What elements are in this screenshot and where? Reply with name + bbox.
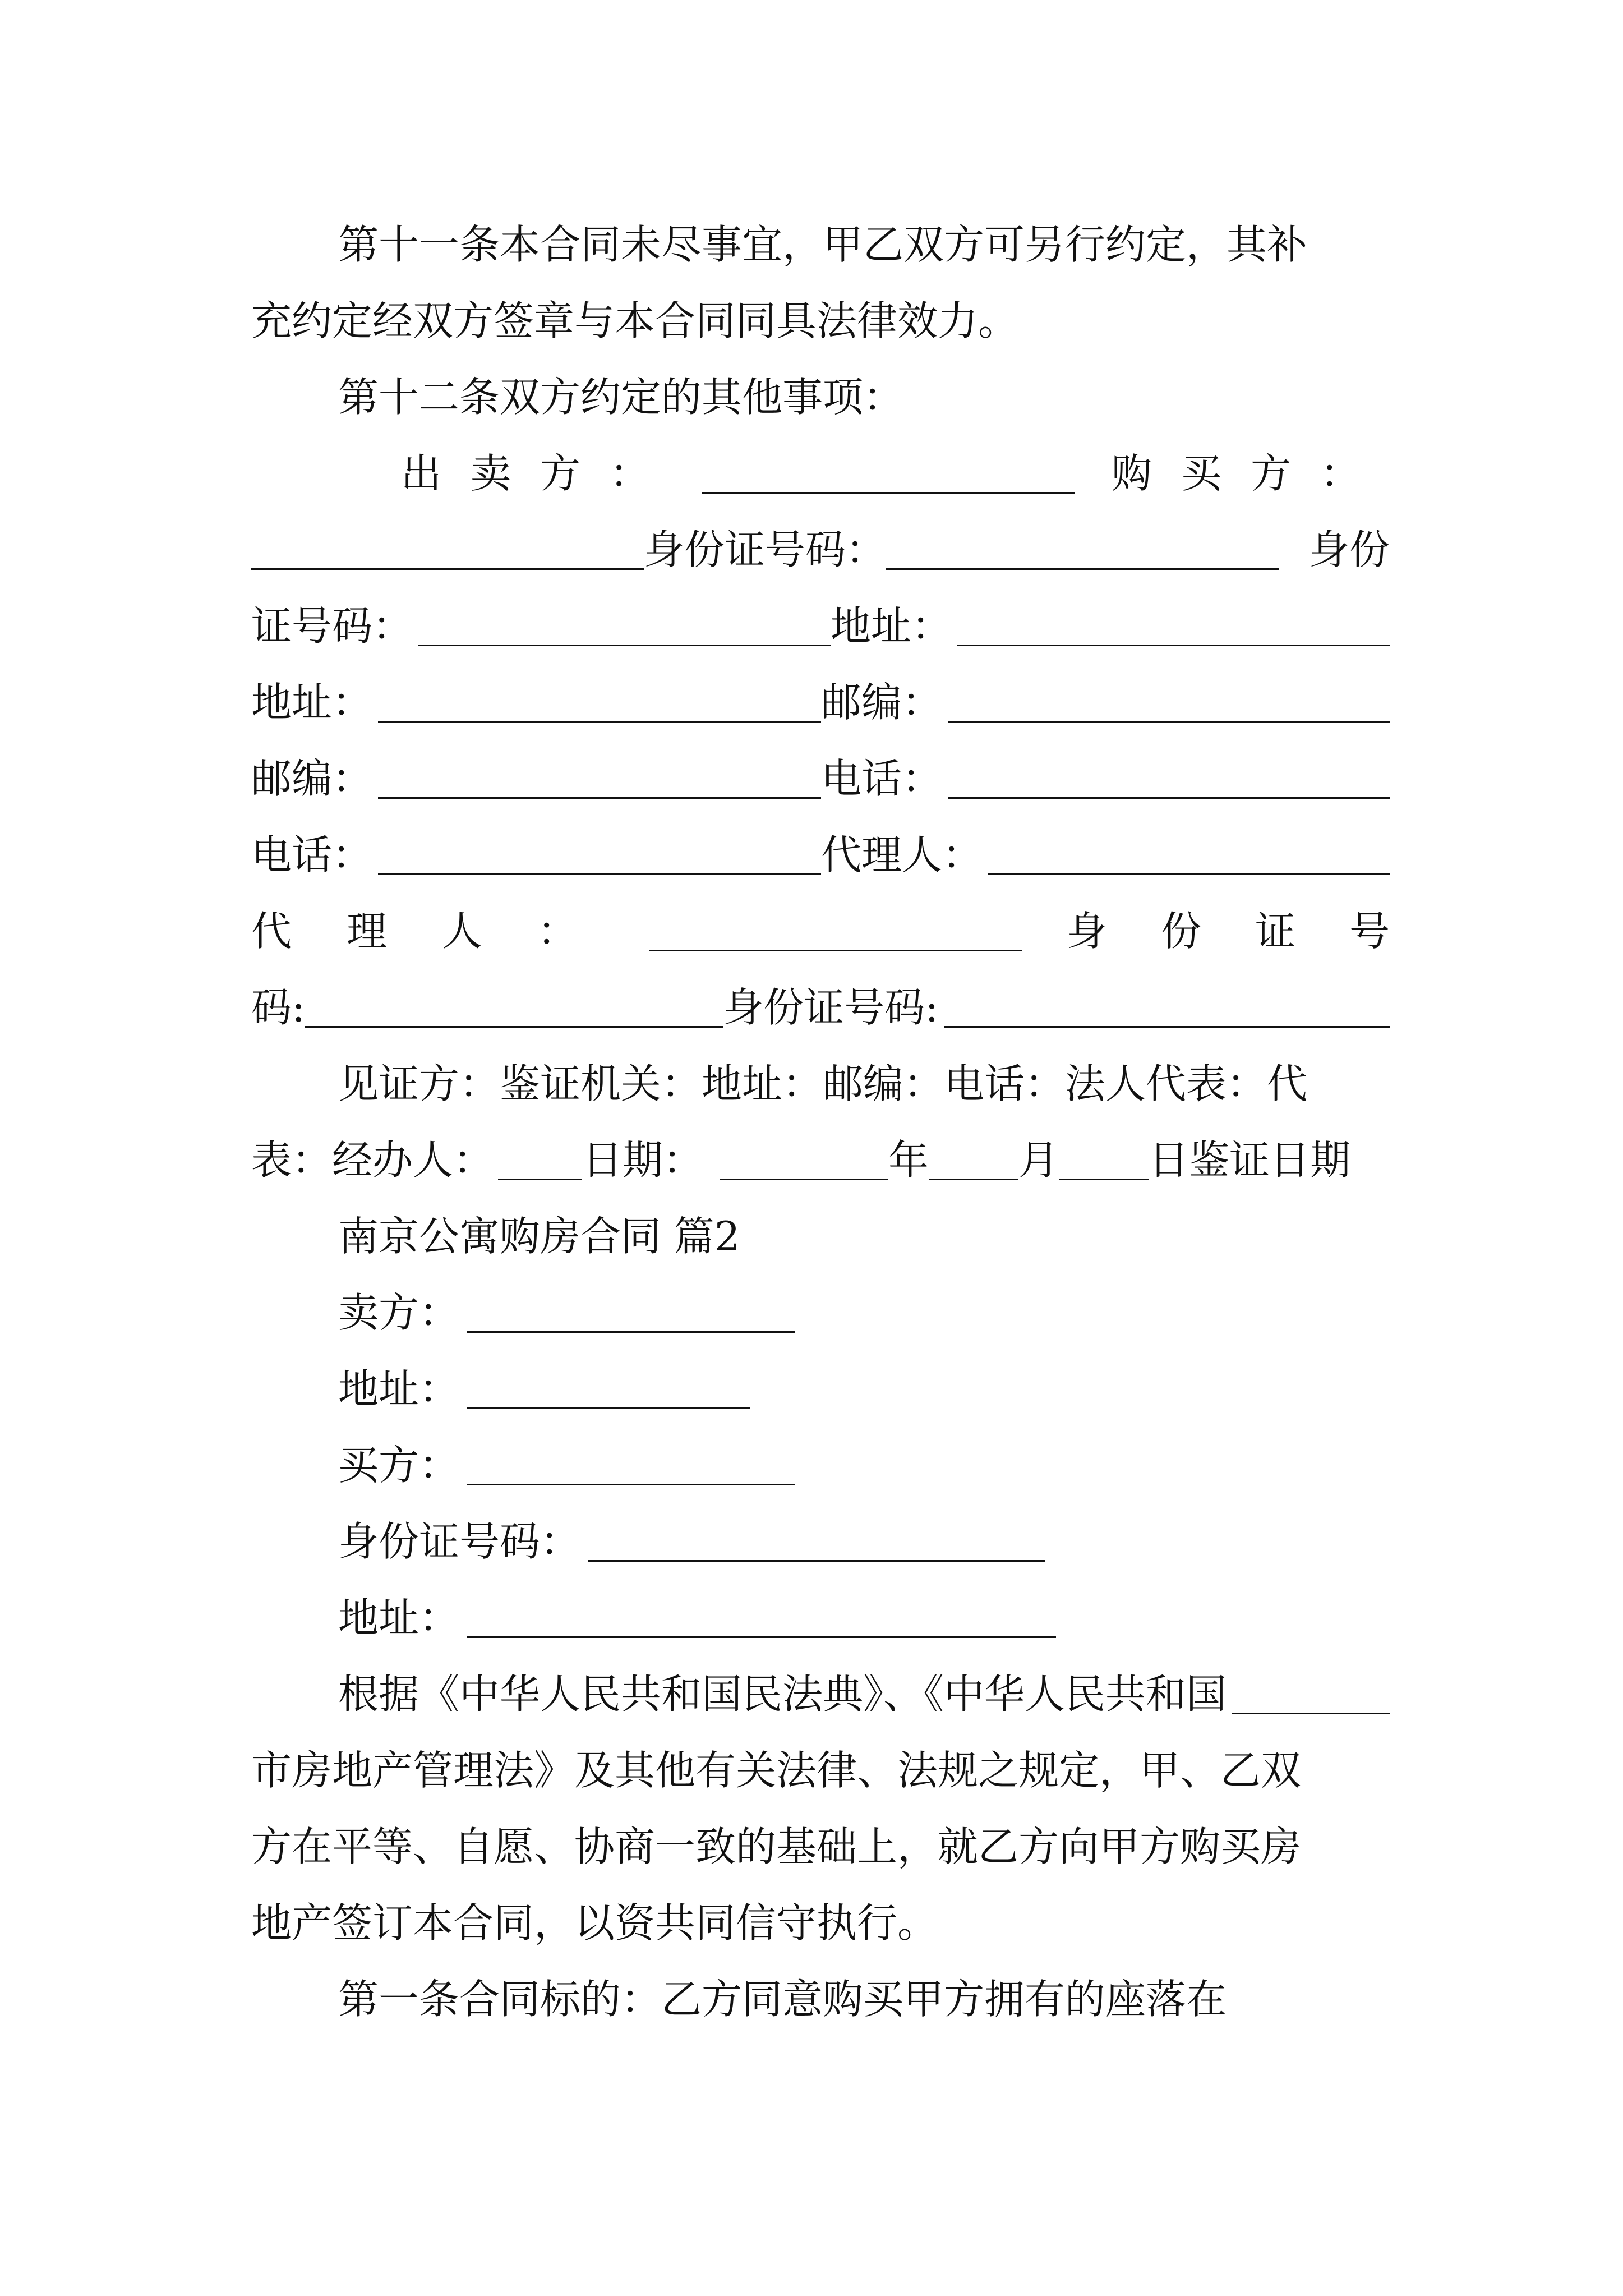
day-blank <box>1059 1143 1149 1180</box>
buyer-phone-blank <box>378 838 821 875</box>
agent-id-label-end: 码: <box>251 984 306 1031</box>
buyer-agent-label: 代理人： <box>251 908 633 955</box>
buyer-label-2: 买方： <box>338 1442 460 1489</box>
witness-paragraph: 见证方：鉴证机关：地址：邮编：电话：法人代表：代 <box>338 1060 1308 1107</box>
address-row <box>338 1365 1390 1412</box>
seller-agent-label: 代理人： <box>821 831 983 878</box>
paragraph-article-12: 第十二条双方约定的其他事项： <box>338 374 904 421</box>
preamble-line-2: 市房地产管理法》及其他有关法律、法规之规定，甲、乙双 <box>251 1747 1302 1794</box>
year-blank <box>720 1143 888 1180</box>
month-blank <box>929 1143 1018 1180</box>
seller-agent-blank <box>988 838 1390 875</box>
row-address-zip <box>251 679 1390 726</box>
buyer-row <box>338 1442 1390 1489</box>
row-id-numbers <box>251 984 1390 1031</box>
buyer-address-label: 地址： <box>251 679 373 726</box>
buyer-address-blank <box>378 685 821 723</box>
seller-blank <box>702 456 1075 494</box>
preamble-line-3: 方在平等、自愿、协商一致的基础上，就乙方向甲方购买房 <box>251 1823 1302 1870</box>
row-phone-agent <box>251 831 1390 878</box>
preamble-text-1: 根据《中华人民共和国民法典》、《中华人民共和国 <box>338 1671 1227 1718</box>
month-label: 月 <box>1018 1137 1059 1184</box>
seller-id-label: 身份证号码： <box>644 526 887 573</box>
buyer-agent-blank <box>649 914 1022 951</box>
seller-address-label: 地址： <box>831 602 952 650</box>
handler-label: 表：经办人： <box>251 1137 494 1184</box>
buyer-blank-2 <box>467 1448 795 1485</box>
seller-id-blank <box>886 532 1279 570</box>
buyer-blank <box>251 532 644 570</box>
seller-label: 出卖方： <box>401 450 680 497</box>
buyer-agent-id-label: 身份证号码: <box>723 984 939 1031</box>
id-number-label: 身份证号码： <box>338 1518 581 1565</box>
preamble-line-1 <box>338 1671 1390 1718</box>
row-agent-id <box>251 908 1444 955</box>
buyer-id-label-end: 证号码： <box>251 602 413 650</box>
address-label-2: 地址： <box>338 1594 460 1641</box>
agent-id-blank <box>305 990 723 1028</box>
handler-blank <box>498 1143 582 1180</box>
year-label: 年 <box>888 1137 929 1184</box>
seller-row <box>338 1289 1390 1336</box>
seller-buyer-row <box>401 450 1390 497</box>
address-label: 地址： <box>338 1365 460 1412</box>
seller-blank-2 <box>467 1295 795 1333</box>
preamble-line-4: 地产签订本合同，以资共同信守执行。 <box>251 1899 938 1947</box>
buyer-phone-label: 电话： <box>251 831 373 878</box>
seller-zip-blank <box>948 685 1390 723</box>
buyer-id-blank <box>418 609 831 646</box>
agent-id-label-start: 身份证号 <box>1066 908 1444 955</box>
city-blank <box>1232 1677 1390 1714</box>
id-row <box>251 526 1390 573</box>
paragraph-article-11: 第十一条本合同未尽事宜，甲乙双方可另行约定，其补 <box>338 221 1308 268</box>
witness-date-row <box>251 1137 1390 1184</box>
seller-label-2: 卖方： <box>338 1289 460 1336</box>
row-id-address <box>251 602 1390 650</box>
buyer-zip-blank <box>378 761 821 799</box>
paragraph-article-11-cont: 充约定经双方签章与本合同同具法律效力。 <box>251 297 1019 344</box>
seller-phone-label: 电话： <box>821 755 943 802</box>
date-label: 日期： <box>582 1137 704 1184</box>
address-blank <box>467 1372 750 1409</box>
seller-phone-blank <box>948 761 1390 799</box>
id-number-row <box>338 1518 1390 1565</box>
address-blank-2 <box>467 1600 1056 1638</box>
certification-date-label: 日鉴证日期 <box>1149 1137 1351 1184</box>
address-row-2 <box>338 1594 1390 1641</box>
seller-zip-label: 邮编： <box>821 679 943 726</box>
buyer-agent-id-blank <box>944 990 1390 1028</box>
section-heading: 南京公寓购房合同 篇2 <box>338 1213 740 1260</box>
article-1-line: 第一条合同标的：乙方同意购买甲方拥有的座落在 <box>338 1976 1227 2023</box>
seller-address-blank <box>957 609 1390 646</box>
row-zip-phone <box>251 755 1390 802</box>
buyer-label: 购买方： <box>1111 450 1390 497</box>
buyer-id-label-start: 身份 <box>1308 526 1390 573</box>
buyer-zip-label: 邮编： <box>251 755 373 802</box>
id-number-blank <box>588 1524 1045 1562</box>
